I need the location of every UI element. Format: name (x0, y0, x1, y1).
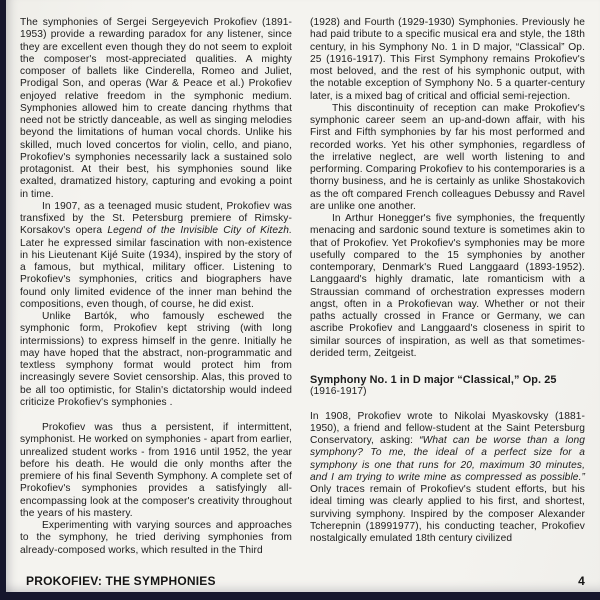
page-footer (26, 574, 585, 588)
paragraph (20, 201, 292, 311)
paragraph (20, 520, 292, 557)
paragraph (20, 422, 292, 520)
paragraph-text: (1928) and Fourth (1929-1930) Symphonies. Previously he had paid tribute to a specific musical era and style, the 18th century, in his Symphony No. 1 in D major, “Classical” Op. 25 (1916-1917). This First Symphony remains Prokofiev's most beloved, and the rest of his symphonic output, with the notable exception of Symphony No. 5 a quarter-century later, is a mixed bag of critical and official semi-rejection. (310, 17, 585, 102)
paragraph-text: In Arthur Honegger's five symphonies, the frequently menacing and sardonic sound texture is sometimes akin to that of Prokofiev. Yet Prokofiev's symphonies may be more usefully compared to the 15 symphonies by another contemporary, Denmark's Rued Langgaard (1893-1952). Langgaard's highly dramatic, late romanticism with a Straussian command of orchestration expresses modern angst, often in a Prokofievan way. Whether or not their paths actually crossed in France or Germany, we can ascribe Prokofiev and Langgaard's closeness in spirit to similar sources of inspiration, as well as that sometimes-derided term, Zeitgeist. (310, 213, 585, 359)
paragraph (20, 17, 292, 201)
paragraph-text: The symphonies of Sergei Sergeyevich Prokofiev (1891-1953) provide a rewarding paradox for any listener, since they are excellent even though they do not seem to exploit the composer's most-appreciated qualities. A mighty composer of ballets like Cinderella, Romeo and Juliet, Prodigal Son, and operas (War & Peace et al.) Prokofiev enjoyed relative freedom in the symphonic medium. Symphonies allowed him to create dancing rhythms that need not be strictly danceable, as well as singing melodies beyond the limitations of human vocal chords. Unlike his skilled, much loved concertos for violin, cello, and piano, Prokofiev's symphonies necessarily lack a sustained solo protagonist. At their best, his symphonies sound like exalted, dramatized history, capturing and evoking a point in time. (20, 17, 292, 200)
paragraph-text: Unlike Bartók, who famously eschewed the symphonic form, Prokofiev kept striving (with long intermissions) to express himself in the genre. Initially he may have hoped that the abstract, non-programmatic and textless symphony format would protect him from increasingly severe Soviet censorship. Alas, this proved to be all too optimistic, for Stalin's dictatorship would indeed criticize Prokofiev's symphonies . (20, 311, 292, 408)
italic-opera-title: Legend of the Invisible City of Kitezh. (107, 225, 292, 237)
italic-quote: “What can be worse than a long symphony? To me, the ideal of a perfect size for a symphony is one that runs for 20, maximum 30 minutes, and I am trying to write mine as compressed as possible.” (310, 435, 585, 483)
paragraph (310, 17, 585, 103)
page-body (6, 0, 600, 569)
section-heading-text: Symphony No. 1 in D major “Classical,” Op. 25 (310, 374, 557, 386)
section-heading (310, 374, 585, 386)
paragraph-text: Only traces remain of Prokofiev's student efforts, but his ideal timing was clearly applied to his first, and shortest, surviving symphony. Inspired by the composer Alexander Tcherepnin (18991977), his conducting teacher, Prokofiev nostalgically emulated 18th century civilized (310, 484, 585, 544)
section-heading-dates (310, 386, 585, 398)
paragraph-text: In 1908, Prokofiev wrote to Nikolai Myaskovsky (1881-1950), a friend and fellow-student at the Saint Petersburg Conservatory, asking: (310, 410, 585, 446)
left-column (20, 17, 292, 569)
paragraph-text: Experimenting with varying sources and approaches to the symphony, he tried deriving symphonies from already-composed works, which resulted in the Third (20, 520, 292, 556)
footer-title: PROKOFIEV: THE SYMPHONIES (26, 574, 216, 588)
paragraph-text: In 1907, as a teenaged music student, Prokofiev was transfixed by the St. Petersburg premiere of Rimsky-Korsakov's opera (20, 200, 292, 237)
paragraph-text: This discontinuity of reception can make Prokofiev's symphonic career seem an up-and-down affair, with his First and Fifth symphonies by far his most performed and recorded works. Yet his other symphonies, regardless of the irrelative neglect, are well worth listening to and performing. Comparing Prokofiev to his contemporaries is a thorny business, and he is certainly as unlike Shostakovich as the oft compared French colleagues Debussy and Ravel are unlike one another. (310, 102, 585, 212)
section-heading-dates-text: (1916-1917) (310, 386, 367, 398)
paragraph-text: Later he expressed similar fascination with non-existence in his Lieutenant Kijé Suite (1934), inspired by the story of a famous, but mythical, military officer. Listening to Prokofiev's symphonies, critics and biographers have found only limited evidence of the inner man behind the compositions, even though, of course, he did exist. (20, 237, 292, 310)
page-number: 4 (578, 574, 585, 588)
paragraph (20, 311, 292, 409)
paragraph (310, 213, 585, 360)
paragraph (310, 411, 585, 546)
right-column (310, 17, 585, 569)
paragraph-text: Prokofiev was thus a persistent, if intermittent, symphonist. He worked on symphonies - apart from earlier, unrealized student works - from 1916 until 1952, the year before his death. He would die only months after the premiere of his final Seventh Symphony. A complete set of Prokofiev's symphonies provides a satisfyingly all-encompassing look at the composer's creativity throughout the years of his mastery. (20, 422, 292, 519)
paragraph (310, 103, 585, 213)
